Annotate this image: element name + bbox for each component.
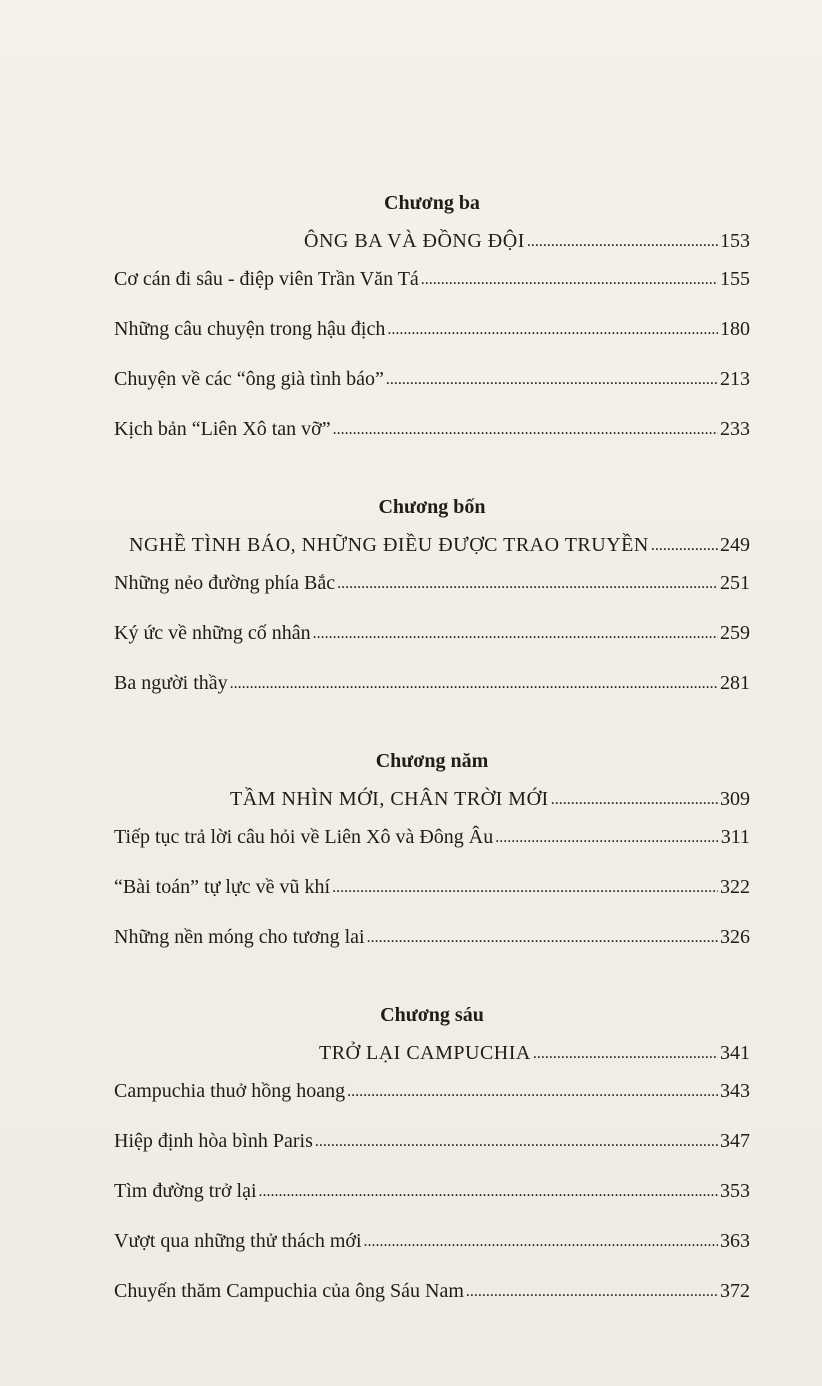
entry-label: Hiệp định hòa bình Paris [114, 1130, 313, 1152]
entry-label: Chuyến thăm Campuchia của ông Sáu Nam [114, 1280, 464, 1302]
dot-leader [533, 1039, 718, 1067]
page-number: 281 [720, 672, 750, 694]
page-number: 326 [720, 926, 750, 948]
chapter-four [114, 494, 750, 720]
entry-label: Chuyện về các “ông già tình báo” [114, 368, 384, 390]
chapter-heading: Chương ba [384, 192, 480, 214]
page-number: 155 [720, 268, 750, 290]
toc-entry[interactable] [114, 1178, 750, 1228]
entry-label: Cơ cán đi sâu - điệp viên Trần Văn Tá [114, 268, 419, 290]
toc-entry[interactable] [114, 570, 750, 620]
toc-entry[interactable] [114, 266, 750, 316]
page-number: 259 [720, 622, 750, 644]
toc-entry[interactable] [114, 874, 750, 924]
dot-leader [313, 619, 718, 647]
entry-label: Campuchia thuở hồng hoang [114, 1080, 346, 1102]
entry-label: Những nẻo đường phía Bắc [114, 572, 336, 594]
page-number: 249 [720, 534, 750, 556]
dot-leader [347, 1077, 718, 1105]
chapter-title-row[interactable] [114, 774, 750, 824]
page-number: 372 [720, 1280, 750, 1302]
chapter-title: TRỞ LẠI CAMPUCHIA [319, 1042, 531, 1064]
toc-entry[interactable] [114, 316, 750, 366]
page-number: 251 [720, 572, 750, 594]
entry-label: Ba người thầy [114, 672, 228, 694]
dot-leader [230, 669, 718, 697]
entry-label: “Bài toán” tự lực về vũ khí [114, 876, 331, 898]
dot-leader [315, 1127, 718, 1155]
toc-entry[interactable] [114, 824, 750, 874]
toc-entry[interactable] [114, 670, 750, 720]
toc-entry[interactable] [114, 416, 750, 466]
page-number: 347 [720, 1130, 750, 1152]
chapter-six [114, 1002, 750, 1328]
chapter-heading: Chương bốn [378, 496, 486, 518]
dot-leader [332, 873, 718, 901]
dot-leader [259, 1177, 718, 1205]
chapter-title: TẦM NHÌN MỚI, CHÂN TRỜI MỚI [230, 788, 549, 810]
dot-leader [466, 1277, 718, 1305]
page-number: 180 [720, 318, 750, 340]
page-number: 309 [720, 788, 750, 810]
dot-leader [386, 365, 718, 393]
dot-leader [364, 1227, 718, 1255]
page-number: 343 [720, 1080, 750, 1102]
page-number: 213 [720, 368, 750, 390]
entry-label: Ký ức về những cố nhân [114, 622, 311, 644]
chapter-heading: Chương năm [375, 750, 489, 772]
page-number: 341 [720, 1042, 750, 1064]
toc-entry[interactable] [114, 1078, 750, 1128]
toc-entry[interactable] [114, 1278, 750, 1328]
page-number: 153 [720, 230, 750, 252]
entry-label: Những câu chuyện trong hậu địch [114, 318, 386, 340]
entry-label: Tiếp tục trả lời câu hỏi về Liên Xô và Đông Âu [114, 826, 494, 848]
toc-entry[interactable] [114, 1128, 750, 1178]
toc-entry[interactable] [114, 366, 750, 416]
page-number: 233 [720, 418, 750, 440]
chapter-title: NGHỀ TÌNH BÁO, NHỮNG ĐIỀU ĐƯỢC TRAO TRUYỀN [129, 534, 649, 556]
chapter-title-row[interactable] [114, 1028, 750, 1078]
entry-label: Những nền móng cho tương lai [114, 926, 365, 948]
toc-entry[interactable] [114, 620, 750, 670]
chapter-title-row[interactable] [114, 216, 750, 266]
chapter-three [114, 190, 750, 466]
dot-leader [337, 569, 718, 597]
chapter-heading: Chương sáu [380, 1004, 484, 1026]
chapter-title-row[interactable] [114, 520, 750, 570]
page-number: 311 [720, 826, 750, 848]
dot-leader [333, 415, 718, 443]
dot-leader [651, 531, 718, 559]
page-number: 353 [720, 1180, 750, 1202]
toc-entry[interactable] [114, 924, 750, 974]
dot-leader [367, 923, 718, 951]
page-number: 322 [720, 876, 750, 898]
entry-label: Tìm đường trở lại [114, 1180, 257, 1202]
dot-leader [421, 265, 718, 293]
dot-leader [551, 785, 718, 813]
chapter-title: ÔNG BA VÀ ĐỒNG ĐỘI [304, 230, 525, 252]
chapter-five [114, 748, 750, 974]
dot-leader [527, 227, 718, 255]
entry-label: Kịch bản “Liên Xô tan vỡ” [114, 418, 331, 440]
page-number: 363 [720, 1230, 750, 1252]
dot-leader [495, 823, 719, 851]
dot-leader [387, 315, 718, 343]
entry-label: Vượt qua những thử thách mới [114, 1230, 362, 1252]
toc-entry[interactable] [114, 1228, 750, 1278]
